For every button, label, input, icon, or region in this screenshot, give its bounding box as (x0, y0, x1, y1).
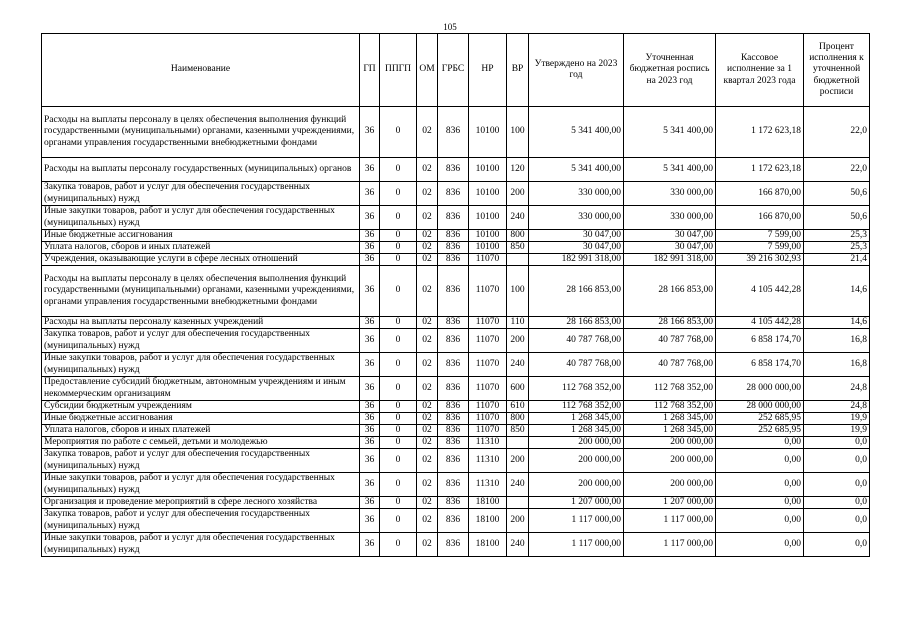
row-cash: 252 685,95 (716, 413, 804, 425)
row-name: Иные закупки товаров, работ и услуг для обеспечения государственных (муниципальных) нужд (42, 473, 360, 497)
row-grbs: 836 (438, 377, 469, 401)
row-vr (507, 254, 529, 266)
row-ppgp: 0 (380, 206, 417, 230)
row-vr (507, 437, 529, 449)
row-om: 02 (417, 266, 438, 317)
row-nr: 18100 (469, 533, 507, 557)
row-nr: 11310 (469, 473, 507, 497)
row-percent: 25,3 (804, 230, 870, 242)
table-row (42, 533, 870, 557)
row-cash: 166 870,00 (716, 182, 804, 206)
row-gp: 36 (360, 317, 380, 329)
row-approved: 28 166 853,00 (529, 266, 624, 317)
row-percent: 22,0 (804, 107, 870, 158)
row-gp: 36 (360, 425, 380, 437)
table-row (42, 230, 870, 242)
row-om: 02 (417, 413, 438, 425)
table-row (42, 254, 870, 266)
row-cash: 28 000 000,00 (716, 377, 804, 401)
row-nr: 11070 (469, 413, 507, 425)
table-row (42, 497, 870, 509)
table-row (42, 317, 870, 329)
row-name: Закупка товаров, работ и услуг для обеспечения государственных (муниципальных) нужд (42, 182, 360, 206)
row-refined: 30 047,00 (624, 230, 716, 242)
table-header-row (42, 34, 870, 107)
row-om: 02 (417, 254, 438, 266)
row-nr: 11070 (469, 377, 507, 401)
row-grbs: 836 (438, 107, 469, 158)
row-name: Предоставление субсидий бюджетным, автономным учреждениям и иным некоммерческим организациям (42, 377, 360, 401)
row-name: Закупка товаров, работ и услуг для обеспечения государственных (муниципальных) нужд (42, 449, 360, 473)
header-approved: Утверждено на 2023 год (529, 34, 624, 107)
row-cash: 0,00 (716, 437, 804, 449)
row-om: 02 (417, 401, 438, 413)
row-refined: 28 166 853,00 (624, 317, 716, 329)
row-grbs: 836 (438, 266, 469, 317)
row-nr: 11070 (469, 353, 507, 377)
row-name: Мероприятия по работе с семьей, детьми и молодежью (42, 437, 360, 449)
row-gp: 36 (360, 230, 380, 242)
row-gp: 36 (360, 509, 380, 533)
row-gp: 36 (360, 266, 380, 317)
row-gp: 36 (360, 473, 380, 497)
table-row (42, 329, 870, 353)
row-approved: 40 787 768,00 (529, 329, 624, 353)
row-approved: 1 268 345,00 (529, 425, 624, 437)
row-approved: 200 000,00 (529, 437, 624, 449)
row-name: Субсидии бюджетным учреждениям (42, 401, 360, 413)
row-gp: 36 (360, 107, 380, 158)
row-percent: 25,3 (804, 242, 870, 254)
row-approved: 200 000,00 (529, 473, 624, 497)
row-gp: 36 (360, 401, 380, 413)
row-refined: 200 000,00 (624, 473, 716, 497)
row-ppgp: 0 (380, 242, 417, 254)
row-ppgp: 0 (380, 182, 417, 206)
row-percent: 50,6 (804, 182, 870, 206)
row-vr: 850 (507, 425, 529, 437)
row-vr: 110 (507, 317, 529, 329)
row-gp: 36 (360, 533, 380, 557)
row-grbs: 836 (438, 533, 469, 557)
row-om: 02 (417, 509, 438, 533)
row-cash: 4 105 442,28 (716, 317, 804, 329)
row-nr: 11070 (469, 317, 507, 329)
table-row (42, 242, 870, 254)
row-name: Уплата налогов, сборов и иных платежей (42, 242, 360, 254)
row-name: Учреждения, оказывающие услуги в сфере лесных отношений (42, 254, 360, 266)
row-vr: 850 (507, 242, 529, 254)
row-om: 02 (417, 182, 438, 206)
row-cash: 0,00 (716, 497, 804, 509)
row-cash: 7 599,00 (716, 242, 804, 254)
row-grbs: 836 (438, 401, 469, 413)
row-refined: 1 268 345,00 (624, 425, 716, 437)
header-vr: ВР (507, 34, 529, 107)
row-ppgp: 0 (380, 107, 417, 158)
row-ppgp: 0 (380, 425, 417, 437)
table-row (42, 401, 870, 413)
row-vr: 200 (507, 449, 529, 473)
table-row (42, 266, 870, 317)
row-refined: 5 341 400,00 (624, 158, 716, 182)
row-name: Уплата налогов, сборов и иных платежей (42, 425, 360, 437)
row-om: 02 (417, 317, 438, 329)
row-approved: 1 268 345,00 (529, 413, 624, 425)
header-refined: Уточненная бюджетная роспись на 2023 год (624, 34, 716, 107)
table-row (42, 206, 870, 230)
row-percent: 19,9 (804, 425, 870, 437)
row-om: 02 (417, 533, 438, 557)
row-grbs: 836 (438, 230, 469, 242)
row-cash: 1 172 623,18 (716, 107, 804, 158)
row-approved: 40 787 768,00 (529, 353, 624, 377)
row-grbs: 836 (438, 413, 469, 425)
row-name: Расходы на выплаты персоналу казенных учреждений (42, 317, 360, 329)
row-nr: 18100 (469, 509, 507, 533)
row-ppgp: 0 (380, 497, 417, 509)
row-refined: 1 117 000,00 (624, 533, 716, 557)
row-grbs: 836 (438, 158, 469, 182)
table-row (42, 182, 870, 206)
row-ppgp: 0 (380, 533, 417, 557)
header-om: ОМ (417, 34, 438, 107)
row-om: 02 (417, 158, 438, 182)
table-body (42, 107, 870, 557)
table-row (42, 377, 870, 401)
row-grbs: 836 (438, 254, 469, 266)
table-row (42, 509, 870, 533)
row-vr: 200 (507, 509, 529, 533)
row-percent: 0,0 (804, 509, 870, 533)
row-approved: 1 117 000,00 (529, 533, 624, 557)
header-name: Наименование (42, 34, 360, 107)
header-ppgp: ППГП (380, 34, 417, 107)
row-nr: 11070 (469, 329, 507, 353)
row-om: 02 (417, 425, 438, 437)
row-refined: 1 207 000,00 (624, 497, 716, 509)
row-nr: 10100 (469, 158, 507, 182)
row-percent: 14,6 (804, 266, 870, 317)
row-nr: 10100 (469, 182, 507, 206)
row-vr: 800 (507, 230, 529, 242)
row-gp: 36 (360, 437, 380, 449)
row-cash: 4 105 442,28 (716, 266, 804, 317)
row-om: 02 (417, 329, 438, 353)
row-nr: 11310 (469, 437, 507, 449)
row-ppgp: 0 (380, 413, 417, 425)
row-om: 02 (417, 377, 438, 401)
row-percent: 0,0 (804, 533, 870, 557)
row-gp: 36 (360, 329, 380, 353)
row-nr: 10100 (469, 230, 507, 242)
row-approved: 182 991 318,00 (529, 254, 624, 266)
row-cash: 166 870,00 (716, 206, 804, 230)
row-approved: 330 000,00 (529, 206, 624, 230)
header-nr: НР (469, 34, 507, 107)
row-refined: 1 268 345,00 (624, 413, 716, 425)
table-row (42, 437, 870, 449)
row-percent: 24,8 (804, 401, 870, 413)
row-grbs: 836 (438, 449, 469, 473)
page-number: 105 (443, 22, 457, 32)
row-name: Иные закупки товаров, работ и услуг для обеспечения государственных (муниципальных) нужд (42, 353, 360, 377)
row-ppgp: 0 (380, 449, 417, 473)
row-name: Иные бюджетные ассигнования (42, 230, 360, 242)
row-cash: 28 000 000,00 (716, 401, 804, 413)
row-cash: 1 172 623,18 (716, 158, 804, 182)
row-om: 02 (417, 242, 438, 254)
row-om: 02 (417, 107, 438, 158)
row-gp: 36 (360, 377, 380, 401)
row-vr: 600 (507, 377, 529, 401)
row-gp: 36 (360, 254, 380, 266)
row-ppgp: 0 (380, 401, 417, 413)
row-approved: 5 341 400,00 (529, 107, 624, 158)
budget-table (41, 33, 870, 557)
row-ppgp: 0 (380, 353, 417, 377)
row-vr: 240 (507, 353, 529, 377)
row-vr: 200 (507, 329, 529, 353)
row-vr: 240 (507, 533, 529, 557)
row-refined: 28 166 853,00 (624, 266, 716, 317)
table-row (42, 449, 870, 473)
row-vr: 200 (507, 182, 529, 206)
row-grbs: 836 (438, 509, 469, 533)
row-refined: 330 000,00 (624, 206, 716, 230)
row-cash: 6 858 174,70 (716, 329, 804, 353)
row-gp: 36 (360, 449, 380, 473)
row-om: 02 (417, 497, 438, 509)
row-om: 02 (417, 230, 438, 242)
row-refined: 1 117 000,00 (624, 509, 716, 533)
row-nr: 10100 (469, 107, 507, 158)
row-percent: 22,0 (804, 158, 870, 182)
row-approved: 28 166 853,00 (529, 317, 624, 329)
row-refined: 330 000,00 (624, 182, 716, 206)
row-cash: 0,00 (716, 449, 804, 473)
row-percent: 0,0 (804, 449, 870, 473)
row-percent: 0,0 (804, 497, 870, 509)
row-grbs: 836 (438, 497, 469, 509)
row-nr: 18100 (469, 497, 507, 509)
row-gp: 36 (360, 353, 380, 377)
row-cash: 39 216 302,93 (716, 254, 804, 266)
row-grbs: 836 (438, 317, 469, 329)
row-percent: 14,6 (804, 317, 870, 329)
row-vr: 240 (507, 206, 529, 230)
row-approved: 5 341 400,00 (529, 158, 624, 182)
row-nr: 11070 (469, 254, 507, 266)
row-om: 02 (417, 206, 438, 230)
row-approved: 30 047,00 (529, 242, 624, 254)
row-refined: 112 768 352,00 (624, 377, 716, 401)
row-percent: 50,6 (804, 206, 870, 230)
row-approved: 112 768 352,00 (529, 401, 624, 413)
row-vr: 240 (507, 473, 529, 497)
row-name: Расходы на выплаты персоналу государственных (муниципальных) органов (42, 158, 360, 182)
row-refined: 200 000,00 (624, 437, 716, 449)
row-approved: 1 117 000,00 (529, 509, 624, 533)
row-name: Расходы на выплаты персоналу в целях обеспечения выполнения функций государственными (муниципальными) органами, казенными учреждениями, органами управления государственными внебюджетными фондами (42, 107, 360, 158)
row-grbs: 836 (438, 473, 469, 497)
row-ppgp: 0 (380, 509, 417, 533)
row-vr: 610 (507, 401, 529, 413)
row-percent: 0,0 (804, 437, 870, 449)
row-grbs: 836 (438, 437, 469, 449)
row-name: Расходы на выплаты персоналу в целях обеспечения выполнения функций государственными (муниципальными) органами, казенными учреждениями, органами управления государственными внебюджетными фондами (42, 266, 360, 317)
row-ppgp: 0 (380, 254, 417, 266)
row-cash: 0,00 (716, 473, 804, 497)
row-percent: 16,8 (804, 353, 870, 377)
row-gp: 36 (360, 497, 380, 509)
row-refined: 182 991 318,00 (624, 254, 716, 266)
header-grbs: ГРБС (438, 34, 469, 107)
row-cash: 6 858 174,70 (716, 353, 804, 377)
row-nr: 11070 (469, 425, 507, 437)
row-nr: 11070 (469, 401, 507, 413)
row-name: Иные закупки товаров, работ и услуг для обеспечения государственных (муниципальных) нужд (42, 533, 360, 557)
row-vr: 800 (507, 413, 529, 425)
row-name: Закупка товаров, работ и услуг для обеспечения государственных (муниципальных) нужд (42, 329, 360, 353)
row-name: Иные бюджетные ассигнования (42, 413, 360, 425)
row-gp: 36 (360, 413, 380, 425)
row-cash: 7 599,00 (716, 230, 804, 242)
row-vr (507, 497, 529, 509)
row-cash: 0,00 (716, 533, 804, 557)
row-vr: 100 (507, 107, 529, 158)
row-om: 02 (417, 353, 438, 377)
row-refined: 30 047,00 (624, 242, 716, 254)
row-nr: 11310 (469, 449, 507, 473)
row-om: 02 (417, 473, 438, 497)
table-row (42, 473, 870, 497)
row-name: Организация и проведение мероприятий в сфере лесного хозяйства (42, 497, 360, 509)
row-gp: 36 (360, 158, 380, 182)
row-percent: 16,8 (804, 329, 870, 353)
row-ppgp: 0 (380, 266, 417, 317)
table-row (42, 158, 870, 182)
row-vr: 100 (507, 266, 529, 317)
table-row (42, 353, 870, 377)
row-vr: 120 (507, 158, 529, 182)
row-om: 02 (417, 437, 438, 449)
row-grbs: 836 (438, 242, 469, 254)
row-refined: 5 341 400,00 (624, 107, 716, 158)
header-percent: Процент исполнения к уточненной бюджетной росписи (804, 34, 870, 107)
row-ppgp: 0 (380, 158, 417, 182)
row-percent: 0,0 (804, 473, 870, 497)
row-grbs: 836 (438, 353, 469, 377)
row-cash: 252 685,95 (716, 425, 804, 437)
header-cash: Кассовое исполнение за 1 квартал 2023 года (716, 34, 804, 107)
row-approved: 112 768 352,00 (529, 377, 624, 401)
row-percent: 21,4 (804, 254, 870, 266)
row-refined: 40 787 768,00 (624, 329, 716, 353)
row-grbs: 836 (438, 206, 469, 230)
row-ppgp: 0 (380, 329, 417, 353)
row-ppgp: 0 (380, 230, 417, 242)
row-gp: 36 (360, 182, 380, 206)
row-approved: 330 000,00 (529, 182, 624, 206)
row-refined: 200 000,00 (624, 449, 716, 473)
row-percent: 19,9 (804, 413, 870, 425)
row-approved: 1 207 000,00 (529, 497, 624, 509)
row-cash: 0,00 (716, 509, 804, 533)
row-name: Иные закупки товаров, работ и услуг для обеспечения государственных (муниципальных) нужд (42, 206, 360, 230)
row-ppgp: 0 (380, 437, 417, 449)
row-grbs: 836 (438, 329, 469, 353)
row-grbs: 836 (438, 182, 469, 206)
row-ppgp: 0 (380, 377, 417, 401)
row-om: 02 (417, 449, 438, 473)
header-gp: ГП (360, 34, 380, 107)
row-nr: 10100 (469, 206, 507, 230)
table-row (42, 425, 870, 437)
row-nr: 10100 (469, 242, 507, 254)
table-row (42, 107, 870, 158)
row-percent: 24,8 (804, 377, 870, 401)
row-refined: 40 787 768,00 (624, 353, 716, 377)
row-approved: 30 047,00 (529, 230, 624, 242)
row-ppgp: 0 (380, 473, 417, 497)
row-grbs: 836 (438, 425, 469, 437)
row-gp: 36 (360, 206, 380, 230)
row-name: Закупка товаров, работ и услуг для обеспечения государственных (муниципальных) нужд (42, 509, 360, 533)
row-refined: 112 768 352,00 (624, 401, 716, 413)
row-gp: 36 (360, 242, 380, 254)
table-row (42, 413, 870, 425)
row-approved: 200 000,00 (529, 449, 624, 473)
row-ppgp: 0 (380, 317, 417, 329)
row-nr: 11070 (469, 266, 507, 317)
